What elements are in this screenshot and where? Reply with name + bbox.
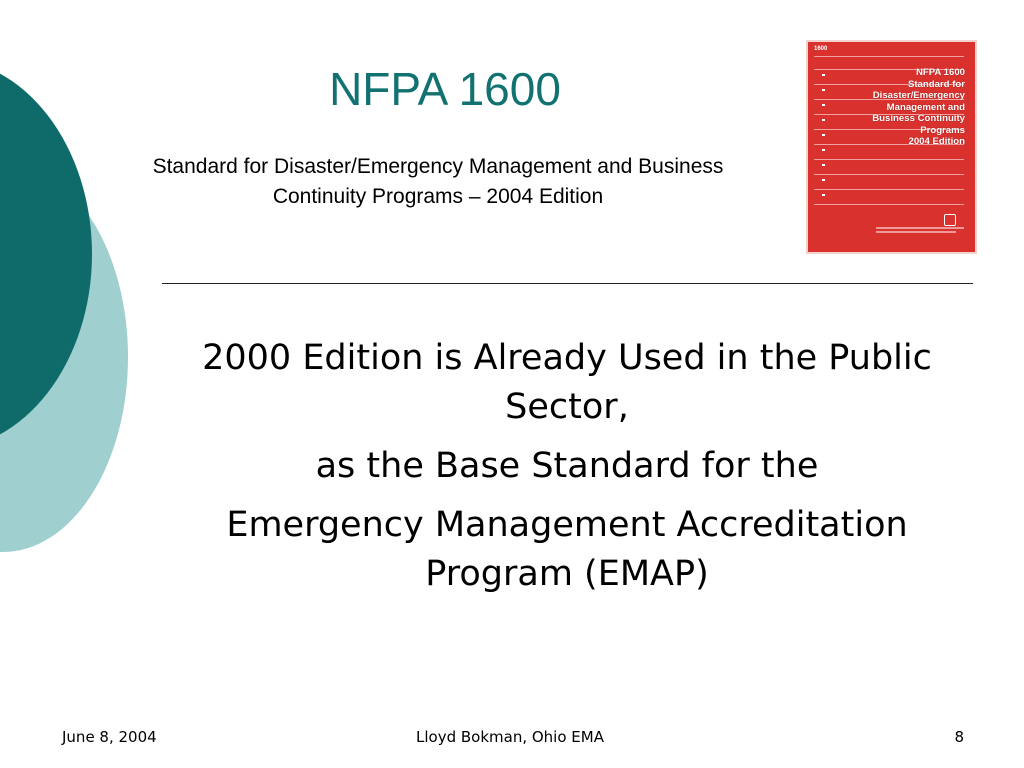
book-cover-image [808, 42, 975, 252]
cover-title-line: Programs [920, 124, 965, 136]
book-cover-year: 1600 [814, 46, 828, 52]
slide-body [160, 334, 974, 599]
cover-title-line: NFPA 1600 [915, 67, 965, 78]
subtitle-line-2: Continuity Programs – 2004 Edition [272, 185, 604, 208]
cover-bullet [822, 104, 825, 106]
cover-title-line: Disaster/Emergency [872, 90, 965, 101]
cover-rule [814, 56, 964, 57]
cover-rule [814, 174, 964, 175]
slide-number: 8 [954, 728, 964, 746]
cover-bullet [822, 149, 825, 151]
cover-rule [814, 159, 964, 160]
cover-bullet [822, 179, 825, 181]
footer-date: June 8, 2004 [62, 728, 157, 746]
cover-bullet [822, 134, 825, 136]
cover-bullet [822, 89, 825, 91]
cover-title-line: 2004 Edition [908, 136, 965, 147]
cover-rule [814, 204, 964, 205]
body-paragraph-1: 2000 Edition is Already Used in the Public Sector, [202, 338, 932, 427]
cover-bullet [822, 164, 825, 166]
cover-title-line: Management and [886, 101, 965, 113]
cover-bullet [822, 194, 825, 196]
slide-title: NFPA 1600 [329, 63, 561, 115]
cover-rule [814, 189, 964, 190]
cover-title-line: Standard for [907, 78, 965, 90]
cover-bullet [822, 74, 825, 76]
nfpa-logo-icon [944, 214, 956, 226]
subtitle-line-1: Standard for Disaster/Emergency Management and Business [152, 155, 724, 178]
slide-subtitle [80, 152, 796, 212]
cover-fine-print [876, 227, 964, 229]
title-divider [162, 283, 973, 284]
cover-bullet [822, 119, 825, 121]
book-cover-title [835, 67, 965, 148]
footer-author: Lloyd Bokman, Ohio EMA [416, 728, 604, 746]
body-paragraph-2: as the Base Standard for the [315, 446, 819, 486]
body-paragraph-3: Emergency Management Accreditation Program (EMAP) [226, 505, 908, 594]
cover-fine-print [876, 231, 956, 233]
cover-title-line: Business Continuity [872, 113, 965, 124]
